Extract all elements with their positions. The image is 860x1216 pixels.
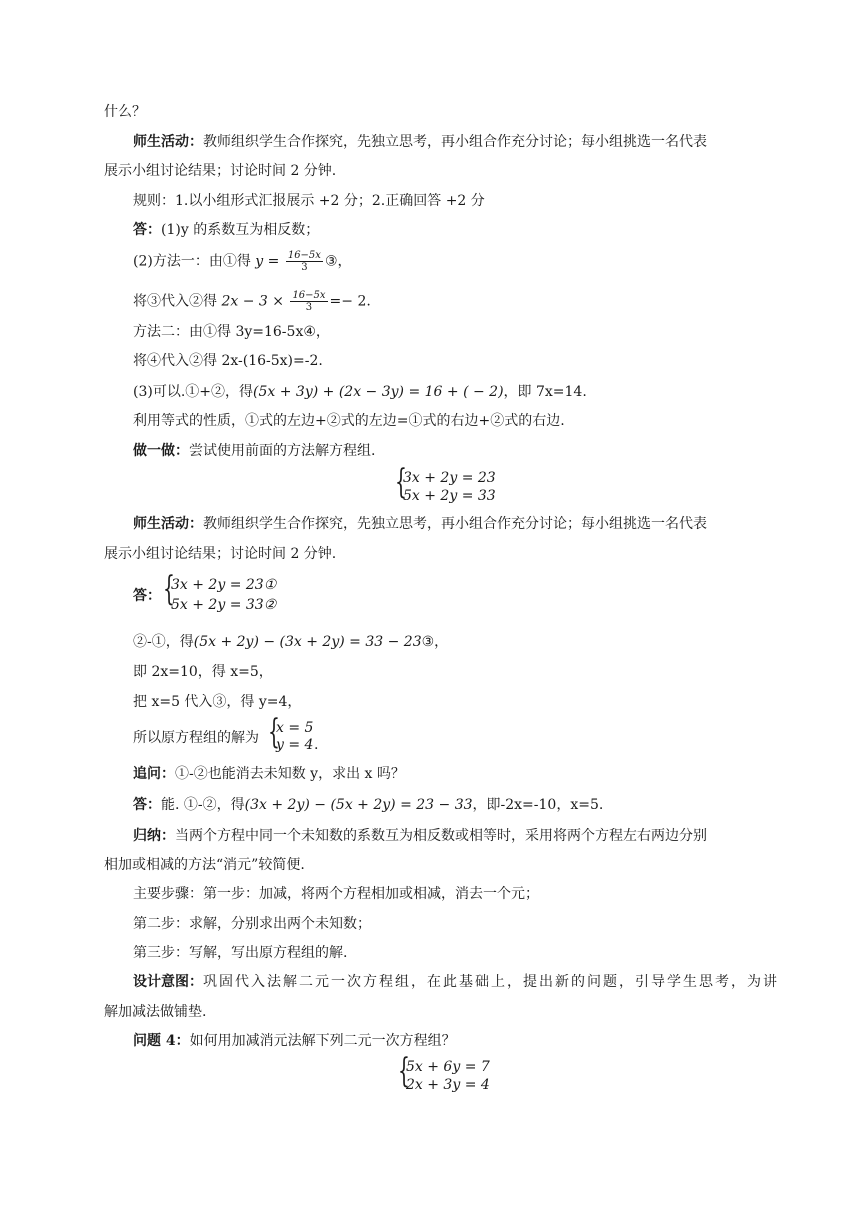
label: 师生活动： <box>133 516 203 532</box>
text: 展示小组讨论结果；讨论时间 2 分钟. <box>104 546 337 562</box>
fraction <box>286 250 323 273</box>
text: 将③代入②得 <box>133 293 222 310</box>
text: 第二步：求解，分别求出两个未知数； <box>133 916 371 932</box>
text-line <box>133 795 603 815</box>
text: 相加或相减的方法“消元”较简便. <box>104 857 305 873</box>
text-line <box>133 132 707 152</box>
text: 什么？ <box>104 104 146 120</box>
text-line <box>133 826 707 846</box>
text: 能. ①-②，得 <box>161 797 245 813</box>
text-line <box>133 764 405 784</box>
math: 2x − 3 × <box>221 293 289 310</box>
text-line <box>133 351 323 371</box>
equation: 3x + 2y = 23 <box>403 470 496 486</box>
math: (3x + 2y) − (5x + 2y) = 23 − 33 <box>244 797 473 813</box>
numerator: 16−5x <box>287 250 321 261</box>
text: 尝试使用前面的方法解方程组. <box>189 443 376 459</box>
text-line <box>104 102 146 122</box>
text: ①-②也能消去未知数 y，求出 x 吗？ <box>175 766 405 782</box>
brace: { <box>398 1051 410 1091</box>
text: 规则：1.以小组形式汇报展示 +2 分；2.正确回答 +2 分 <box>133 193 485 209</box>
numerator: 16−5x <box>292 290 326 301</box>
text-line <box>133 441 375 461</box>
text: (1)y 的系数互为相反数； <box>161 222 320 238</box>
text-line <box>133 1031 456 1051</box>
text-line <box>133 514 707 534</box>
equation-system <box>395 462 505 508</box>
math: y = <box>255 253 284 270</box>
text: 如何用加减消元法解下列二元一次方程组？ <box>189 1033 456 1049</box>
text: 教师组织学生合作探究，先独立思考，再小组合作充分讨论；每小组挑选一名代表 <box>203 516 707 532</box>
text-line <box>133 632 448 652</box>
math: (5x + 3y) + (2x − 3y) = 16 + ( − 2) <box>253 384 504 400</box>
text-line <box>104 544 336 564</box>
text: ，即 7x=14. <box>503 384 587 400</box>
equation: y = 4 <box>276 737 314 753</box>
text-line <box>133 586 161 606</box>
label: 答： <box>133 797 161 813</box>
label: 师生活动： <box>133 134 203 150</box>
math: =− 2. <box>329 293 371 310</box>
label: 问题 4： <box>133 1033 190 1049</box>
equation: 3x + 2y = 23① <box>171 577 277 593</box>
fraction <box>290 290 327 313</box>
text: ，即-2x=-10，x=5. <box>472 797 604 813</box>
text: ③， <box>324 253 352 270</box>
text-line <box>133 191 485 211</box>
brace: { <box>163 569 175 609</box>
text: 展示小组讨论结果；讨论时间 2 分钟. <box>104 163 337 179</box>
label: 答： <box>133 588 161 604</box>
text: 当两个方程中同一个未知数的系数互为相反数或相等时，采用将两个方程左右两边分别 <box>175 828 707 844</box>
text: 解加减法做铺垫. <box>104 1004 207 1020</box>
equation: 2x + 3y = 4 <box>406 1077 490 1093</box>
text: 将④代入②得 2x-(16-5x)=-2. <box>133 353 323 369</box>
denominator: 3 <box>301 262 308 273</box>
text-line <box>133 322 330 342</box>
text-line <box>104 1002 206 1022</box>
text-line <box>104 855 305 875</box>
equation-system <box>163 569 303 615</box>
text-line <box>133 972 779 992</box>
brace: { <box>268 712 280 752</box>
equation: 5x + 6y = 7 <box>406 1059 490 1075</box>
text-line <box>133 382 587 402</box>
text: ③， <box>421 634 449 650</box>
equation-system <box>268 712 328 758</box>
math: (5x + 2y) − (3x + 2y) = 33 − 23 <box>193 634 422 650</box>
text-line <box>104 161 336 181</box>
label: 做一做： <box>133 443 189 459</box>
text: (2)方法一：由①得 <box>133 253 256 270</box>
text-line <box>133 662 273 682</box>
text-line <box>133 290 371 313</box>
equation: 5x + 2y = 33② <box>171 597 277 613</box>
denominator: 3 <box>305 302 313 313</box>
label: 追问： <box>133 766 175 782</box>
text: 方法二：由①得 3y=16-5x④， <box>133 324 330 340</box>
label: 归纳： <box>133 828 175 844</box>
text: (3)可以.①+②，得 <box>133 384 254 400</box>
text: 把 x=5 代入③，得 y=4， <box>133 694 302 710</box>
label: 答： <box>133 222 161 238</box>
equation: x = 5 <box>276 720 314 736</box>
text: ②-①，得 <box>133 634 194 650</box>
text: 第三步：写解，写出原方程组的解. <box>133 945 348 961</box>
text: 教师组织学生合作探究，先独立思考，再小组合作充分讨论；每小组挑选一名代表 <box>203 134 707 150</box>
text-line <box>133 250 352 273</box>
text-line <box>133 943 347 963</box>
text-line <box>133 692 301 712</box>
text: 巩固代入法解二元一次方程组，在此基础上，提出新的问题，引导学生思考，为讲 <box>203 974 779 990</box>
text-line <box>133 411 565 431</box>
text: 利用等式的性质，①式的左边+②式的左边=①式的右边+②式的右边. <box>133 413 565 429</box>
text-line <box>133 220 319 240</box>
text: 即 2x=10，得 x=5， <box>133 664 273 680</box>
brace: { <box>395 462 407 502</box>
period: . <box>314 737 319 753</box>
text-line <box>133 884 539 904</box>
text: 所以原方程组的解为 <box>133 730 259 746</box>
equation: 5x + 2y = 33 <box>403 488 496 504</box>
text-line <box>133 728 259 748</box>
text: 主要步骤：第一步：加减，将两个方程相加或相减，消去一个元； <box>133 886 539 902</box>
equation-system <box>398 1051 508 1097</box>
label: 设计意图： <box>133 974 203 990</box>
text-line <box>133 914 371 934</box>
